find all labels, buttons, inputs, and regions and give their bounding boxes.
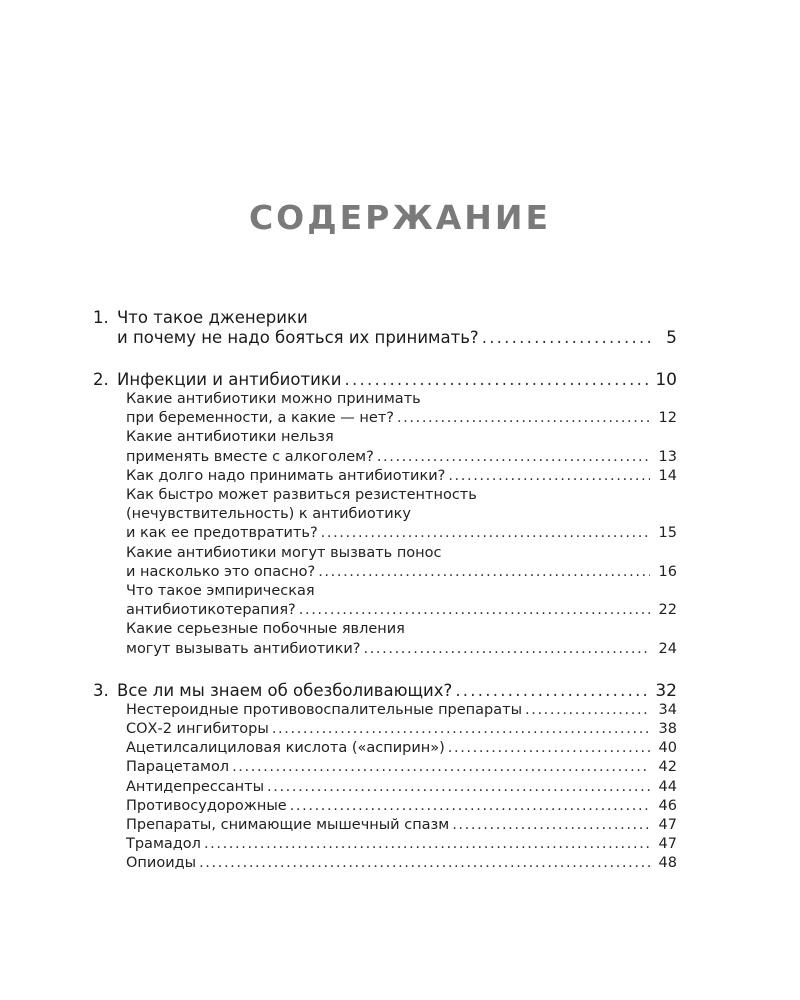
toc-entry-text: и как ее предотвратить? (126, 525, 318, 542)
toc-entry-page-number: 12 (658, 410, 677, 427)
toc-entry[interactable] (93, 390, 677, 409)
toc-entry[interactable] (93, 758, 677, 777)
chapter-page-number: 10 (655, 370, 677, 390)
dot-leader (455, 681, 650, 701)
toc-entry-text: Как быстро может развиться резистентность (126, 487, 477, 504)
dot-leader (482, 328, 650, 348)
toc-entry-text: Ацетилсалициловая кислота («аспирин») (126, 740, 445, 757)
chapter-number: 1. (93, 308, 109, 327)
toc-entry-text: Какие антибиотики можно принимать (126, 391, 421, 407)
dot-leader (397, 409, 650, 428)
toc-entry-page-number: 42 (658, 759, 677, 776)
toc-chapter (93, 681, 677, 874)
toc-entry[interactable] (93, 563, 677, 582)
toc-entry-text: Какие антибиотики нельзя (126, 429, 334, 446)
toc-entry[interactable] (93, 640, 677, 659)
dot-leader (204, 835, 650, 854)
toc-entry[interactable] (93, 409, 677, 428)
toc-entry[interactable] (93, 701, 677, 720)
page-title: СОДЕРЖАНИЕ (248, 198, 552, 237)
toc-entry-page-number: 48 (658, 855, 677, 872)
toc-entry[interactable] (93, 486, 677, 505)
toc-entry-text: Препараты, снимающие мышечный спазм (126, 817, 450, 834)
toc-entry[interactable] (93, 601, 677, 620)
toc-entry[interactable] (93, 816, 677, 835)
table-of-contents (93, 308, 677, 896)
toc-entry-text: СОХ-2 ингибиторы (126, 721, 269, 738)
toc-entry-page-number: 40 (658, 740, 677, 757)
toc-entry-page-number: 47 (658, 817, 677, 834)
toc-entry-text: Антидепрессанты (126, 778, 265, 795)
toc-entry[interactable] (93, 620, 677, 639)
toc-entry-page-number: 47 (658, 836, 677, 853)
toc-chapter (93, 308, 677, 348)
dot-leader (232, 758, 650, 777)
toc-entry[interactable] (93, 428, 677, 447)
toc-entry-text: Опиоиды (126, 855, 197, 872)
toc-entry[interactable] (93, 720, 677, 739)
chapter-page-number: 32 (655, 680, 677, 701)
toc-entry[interactable] (93, 797, 677, 816)
chapter-heading[interactable] (93, 681, 677, 701)
toc-entry-page-number: 24 (658, 640, 677, 657)
dot-leader (267, 778, 650, 797)
dot-leader (199, 854, 650, 873)
toc-entry-text: при беременности, а какие — нет? (126, 410, 394, 427)
toc-entry-text: применять вместе с алкоголем? (126, 448, 374, 465)
toc-entry-page-number: 16 (658, 563, 677, 580)
chapter-title-line-2: и почему не надо бояться их принимать? (117, 328, 479, 347)
toc-entry[interactable] (93, 739, 677, 758)
toc-entry-page-number: 38 (658, 721, 677, 738)
toc-entry-text: и насколько это опасно? (126, 563, 316, 580)
toc-entry[interactable] (93, 854, 677, 873)
toc-entry[interactable] (93, 778, 677, 797)
dot-leader (525, 701, 650, 720)
toc-entry-page-number: 46 (658, 797, 677, 814)
dot-leader (345, 370, 651, 390)
toc-entry-page-number: 15 (658, 525, 677, 542)
toc-entry[interactable] (93, 505, 677, 524)
toc-entry-page-number: 44 (658, 778, 677, 795)
toc-entry-text: Парацетамол (126, 759, 230, 776)
toc-entry[interactable] (93, 835, 677, 854)
chapter-title: Что такое дженерики (117, 308, 308, 327)
toc-chapter (93, 370, 677, 659)
chapter-heading[interactable] (93, 370, 677, 390)
dot-leader (363, 640, 650, 659)
dot-leader (448, 467, 650, 486)
toc-entry-page-number: 13 (658, 448, 677, 465)
chapter-title: Инфекции и антибиотики (117, 370, 342, 389)
toc-entry[interactable] (93, 524, 677, 543)
chapter-number: 3. (93, 680, 109, 700)
dot-leader (321, 524, 650, 543)
dot-leader (452, 816, 650, 835)
dot-leader (290, 797, 650, 816)
chapter-heading[interactable] (93, 308, 677, 328)
chapter-heading-continuation[interactable] (93, 328, 677, 348)
dot-leader (377, 448, 650, 467)
toc-entry-text: Противосудорожные (126, 797, 287, 814)
toc-entry-text: антибиотикотерапия? (126, 602, 296, 619)
dot-leader (272, 720, 650, 739)
toc-entry-page-number: 22 (658, 602, 677, 619)
toc-entry-page-number: 34 (658, 701, 677, 718)
dot-leader (299, 601, 650, 620)
toc-entry-text: Какие серьезные побочные явления (126, 621, 405, 638)
toc-entry-text: Что такое эмпирическая (126, 583, 315, 600)
toc-entry[interactable] (93, 448, 677, 467)
toc-entry[interactable] (93, 582, 677, 601)
toc-entry-text: (нечувствительность) к антибиотику (126, 506, 411, 523)
toc-entry-text: могут вызывать антибиотики? (126, 640, 361, 657)
dot-leader (448, 739, 650, 758)
toc-entry-text: Как долго надо принимать антибиотики? (126, 467, 446, 484)
chapter-number: 2. (93, 370, 109, 389)
toc-entry[interactable] (93, 467, 677, 486)
toc-entry-text: Какие антибиотики могут вызвать понос (126, 544, 442, 561)
toc-entry-text: Нестероидные противовоспалительные препараты (126, 701, 523, 718)
toc-entry-text: Трамадол (126, 836, 201, 853)
dot-leader (318, 563, 650, 582)
chapter-title: Все ли мы знаем об обезболивающих? (117, 680, 453, 700)
chapter-page-number: 5 (666, 328, 677, 348)
toc-entry-page-number: 14 (658, 467, 677, 484)
toc-entry[interactable] (93, 544, 677, 563)
